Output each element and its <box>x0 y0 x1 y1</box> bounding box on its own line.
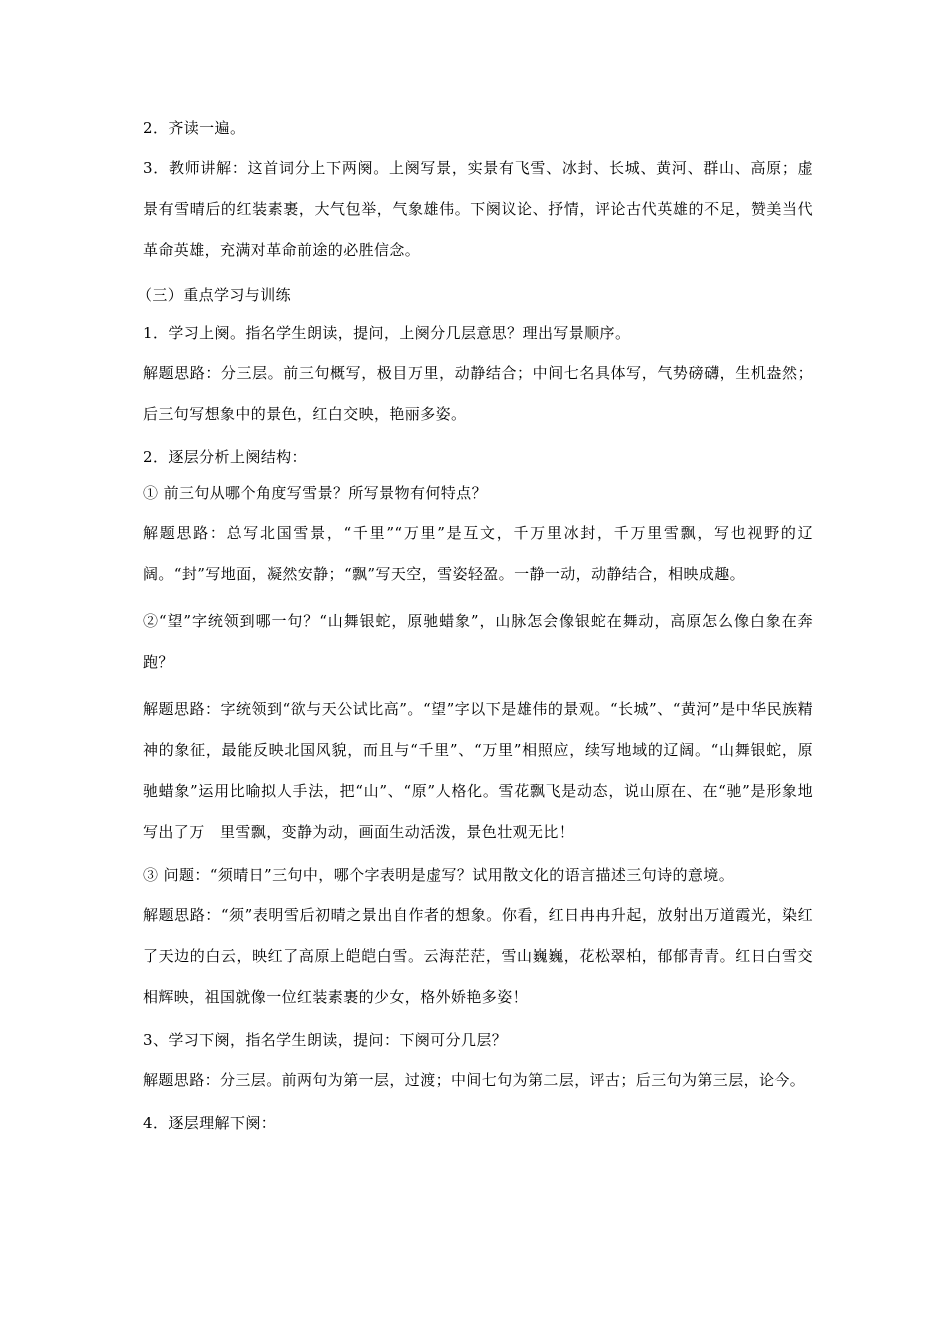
paragraph-solution-one: 解题思路：总写北国雪景，“千里”“万里”是互文，千万里冰封，千万里雪飘，写也视野的辽阔。“封”写地面，凝然安静；“飘”写天空，雪姿轻盈。一静一动，动静结合，相映成趣。 <box>143 524 813 583</box>
document-body <box>137 112 813 1143</box>
paragraph-question-one: ① 前三句从哪个角度写雪景？所写景物有何特点？ <box>143 484 487 502</box>
paragraph-solution-three: 解题思路：“须”表明雪后初晴之景出自作者的想象。你看，红日冉冉升起，放射出万道霞光，染红了天边的白云，映红了高原上皑皑白雪。云海茫茫，雪山巍巍，花松翠柏，郁郁青青。红日白雪交相辉映，祖国就像一位红装素裹的少女，格外娇艳多姿！ <box>143 906 813 1006</box>
paragraph-study-lower-stanza: 3、学习下阕，指名学生朗读，提问：下阕可分几层？ <box>143 1031 508 1049</box>
paragraph-solution-lower-layers: 解题思路：分三层。前两句为第一层，过渡；中间七句为第二层，评古；后三句为第三层，论今。 <box>143 1071 806 1089</box>
paragraph-question-three: ③ 问题：“须晴日”三句中，哪个字表明是虚写？试用散文化的语言描述三句诗的意境。 <box>143 866 735 884</box>
section-heading-key-study: （三）重点学习与训练 <box>137 286 292 304</box>
paragraph-solution-two: 解题思路：字统领到“欲与天公试比高”。“望”字以下是雄伟的景观。“长城”、“黄河”是中华民族精神的象征，最能反映北国风貌，而且与“千里”、“万里”相照应，续写地域的辽阔。“山舞银蛇，原驰蜡象”运用比喻拟人手法，把“山”、“原”人格化。雪花飘飞是动态，说山原在、在“驰”是形象地写出了万 里雪飘，变静为动，画面生动活泼，景色壮观无比！ <box>143 700 813 841</box>
paragraph-analyze-structure: 2．逐层分析上阕结构： <box>143 448 307 466</box>
paragraph-solution-upper-layers: 解题思路：分三层。前三句概写，极目万里，动静结合；中间七名具体写，气势磅礴，生机盎然；后三句写想象中的景色，红白交映，艳丽多姿。 <box>143 364 813 423</box>
paragraph-study-upper-stanza: 1．学习上阕。指名学生朗读，提问，上阕分几层意思？理出写景顺序。 <box>143 324 631 342</box>
paragraph-understand-lower: 4．逐层理解下阕： <box>143 1114 277 1132</box>
paragraph-question-two: ②“望”字统领到哪一句？“山舞银蛇，原驰蜡象”，山脉怎会像银蛇在舞动，高原怎么像白象在奔跑？ <box>143 612 813 671</box>
paragraph-teacher-explanation: 3．教师讲解：这首词分上下两阕。上阕写景，实景有飞雪、冰封、长城、黄河、群山、高原；虚景有雪晴后的红装素裹，大气包举，气象雄伟。下阕议论、抒情，评论古代英雄的不足，赞美当代革命英雄，充满对革命前途的必胜信念。 <box>143 159 813 259</box>
paragraph-choral-reading: 2．齐读一遍。 <box>143 119 246 137</box>
